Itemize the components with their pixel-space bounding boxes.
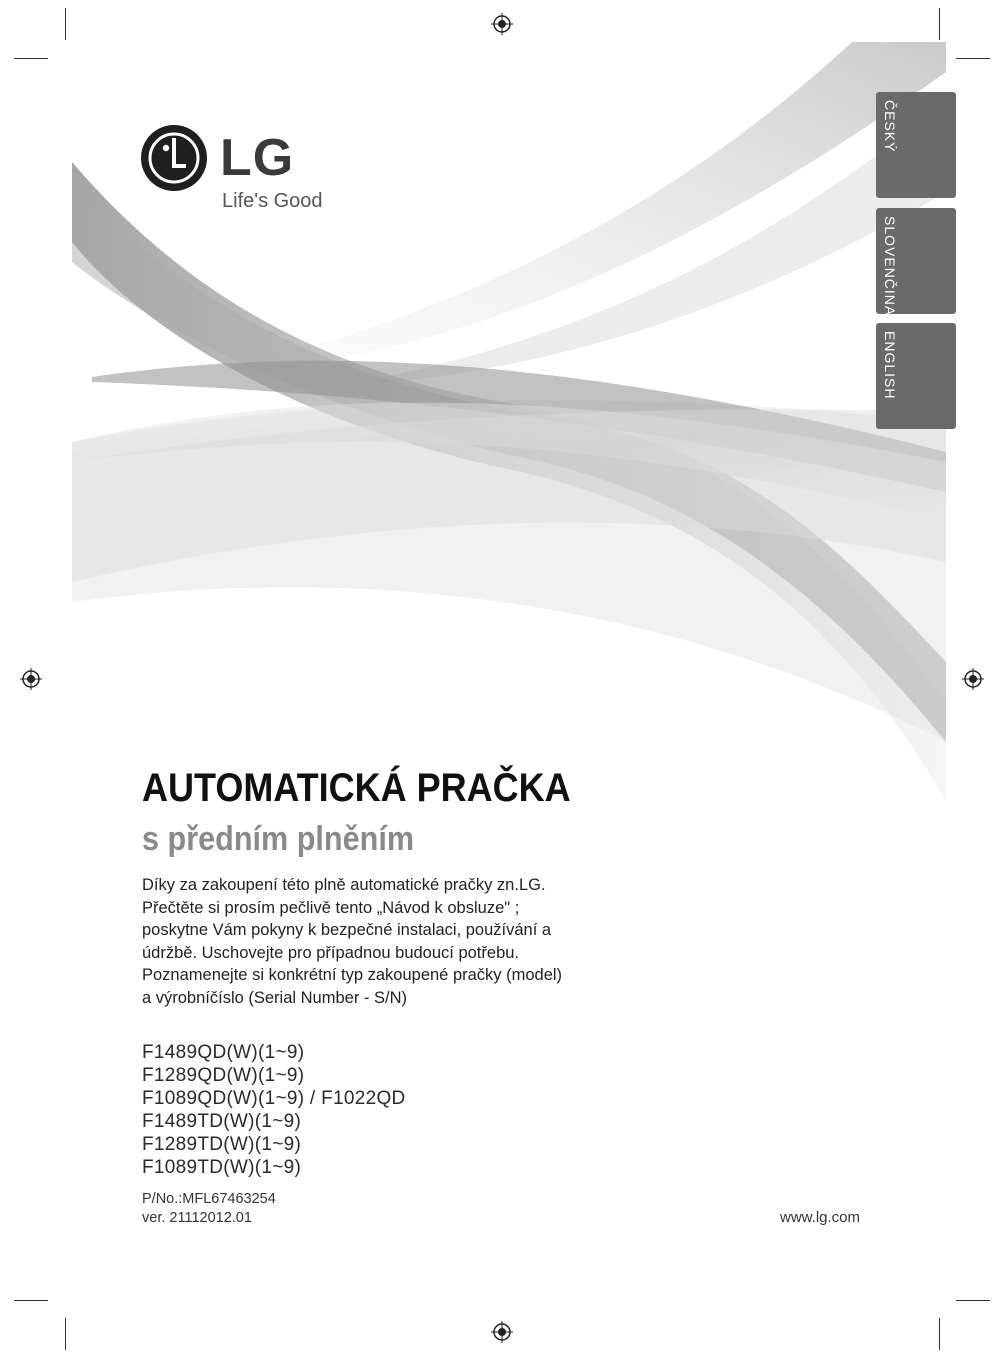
brand-wordmark: LG xyxy=(220,129,295,187)
model-item: F1289QD(W)(1~9) xyxy=(142,1065,305,1086)
tab-english[interactable] xyxy=(876,323,956,429)
tab-cesky[interactable] xyxy=(876,92,956,198)
registration-mark-bottom-icon xyxy=(491,1321,513,1343)
crop-mark-bottom-right xyxy=(939,1318,940,1350)
intro-line: Díky za zakoupení této plně automatické pračky zn.LG. xyxy=(142,876,546,894)
registration-mark-right-icon xyxy=(962,668,984,690)
version: ver. 21112012.01 xyxy=(142,1210,252,1226)
page-subtitle: s předním plněním xyxy=(142,820,415,858)
model-item: F1489TD(W)(1~9) xyxy=(142,1111,302,1132)
model-item: F1089QD(W)(1~9) / F1022QD xyxy=(142,1088,406,1109)
page-title: AUTOMATICKÁ PRAČKA xyxy=(142,766,571,810)
crop-mark-bottom-right-h xyxy=(956,1300,990,1301)
intro-line: a výrobníčíslo (Serial Number - S/N) xyxy=(142,988,407,1007)
lg-face-icon xyxy=(140,124,208,192)
intro-line: poskytne Vám pokyny k bezpečné instalaci, používání a xyxy=(142,921,552,940)
intro-line: údržbě. Uschovejte pro případnou budoucí potřebu. xyxy=(142,943,520,962)
tab-label: ČESKÝ xyxy=(882,100,898,153)
crop-mark-top-left xyxy=(65,8,66,40)
lg-logo xyxy=(140,124,340,214)
website-link[interactable]: www.lg.com xyxy=(780,1209,861,1226)
brand-slogan: Life's Good xyxy=(222,190,323,212)
part-number: P/No.:MFL67463254 xyxy=(142,1191,276,1207)
tab-label: ENGLISH xyxy=(882,331,898,400)
model-list xyxy=(142,1041,406,1179)
registration-mark-top-icon xyxy=(491,13,513,35)
model-item: F1289TD(W)(1~9) xyxy=(142,1134,302,1155)
crop-mark-bottom-left-h xyxy=(14,1300,48,1301)
intro-line: Přečtěte si prosím pečlivě tento „Návod k obsluze" ; xyxy=(142,898,520,917)
part-info xyxy=(142,1190,276,1228)
intro-line: Poznamenejte si konkrétní typ zakoupené pračky (model) xyxy=(142,966,563,985)
crop-mark-bottom-left xyxy=(65,1318,66,1350)
crop-mark-top-left-h xyxy=(14,58,48,59)
tab-slovencina[interactable] xyxy=(876,208,956,317)
tab-label: SLOVENČINA xyxy=(882,216,898,317)
model-item: F1089TD(W)(1~9) xyxy=(142,1157,302,1178)
model-item: F1489QD(W)(1~9) xyxy=(142,1042,305,1063)
registration-mark-left-icon xyxy=(20,668,42,690)
crop-mark-top-right-h xyxy=(956,58,990,59)
intro-paragraph xyxy=(142,874,612,1010)
crop-mark-top-right xyxy=(939,8,940,40)
